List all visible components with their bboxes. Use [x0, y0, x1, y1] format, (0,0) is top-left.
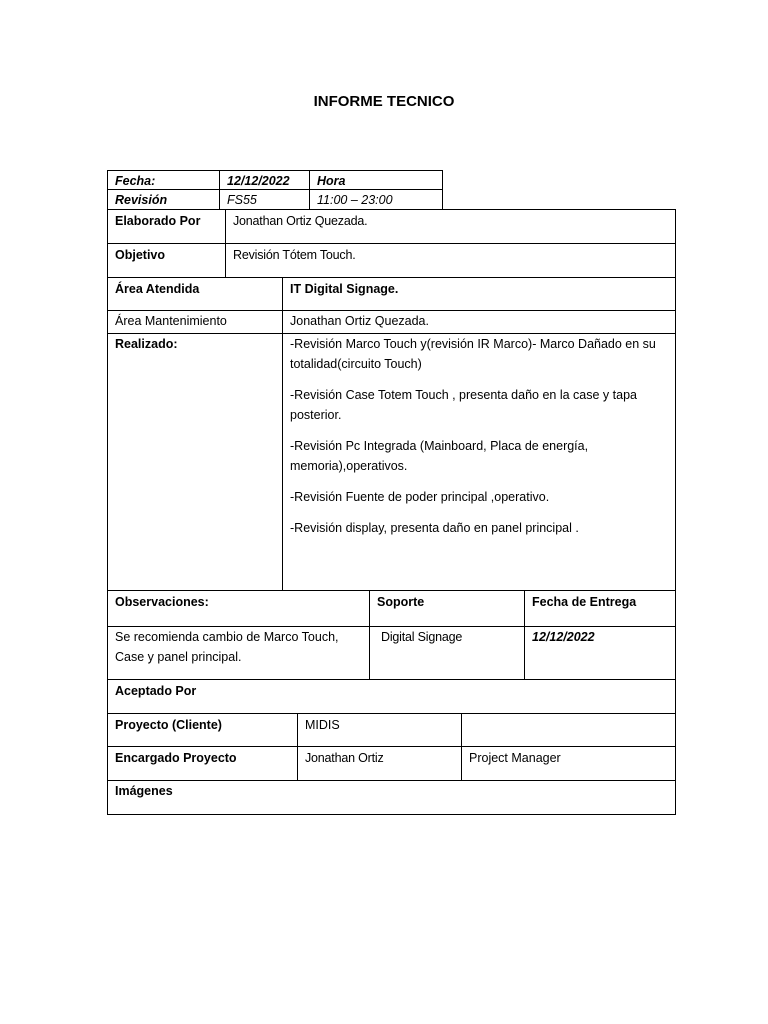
elaborado-label: Elaborado Por: [107, 209, 226, 244]
fecha-label: Fecha:: [107, 170, 220, 190]
realizado-item: -Revisión Fuente de poder principal ,operativo.: [290, 490, 550, 504]
soporte-label: Soporte: [369, 590, 525, 627]
fecha-entrega-value: 12/12/2022: [524, 626, 676, 680]
revision-value: FS55: [219, 189, 310, 210]
realizado-item: -Revisión Case Totem Touch , presenta daño en la case y tapa posterior.: [290, 388, 637, 422]
objetivo-label: Objetivo: [107, 243, 226, 278]
proyecto-value: MIDIS: [297, 713, 462, 747]
objetivo-value: Revisión Tótem Touch.: [225, 243, 676, 278]
observaciones-label: Observaciones:: [107, 590, 370, 627]
soporte-value: Digital Signage: [369, 626, 525, 680]
encargado-label: Encargado Proyecto: [107, 746, 298, 781]
area-mantenimiento-value: Jonathan Ortiz Quezada.: [282, 310, 676, 334]
document-title: INFORME TECNICO: [313, 93, 455, 110]
area-atendida-value: IT Digital Signage.: [282, 277, 676, 311]
hora-value: 11:00 – 23:00: [309, 189, 443, 210]
realizado-list: [282, 333, 676, 591]
fecha-entrega-label: Fecha de Entrega: [524, 590, 676, 627]
proyecto-label: Proyecto (Cliente): [107, 713, 298, 747]
aceptado-label: Aceptado Por: [107, 679, 676, 714]
proyecto-extra: [461, 713, 676, 747]
fecha-value: 12/12/2022: [219, 170, 310, 190]
revision-label: Revisión: [107, 189, 220, 210]
realizado-item: -Revisión Marco Touch y(revisión IR Marco)- Marco Dañado en su totalidad(circuito Touch): [290, 337, 656, 371]
encargado-role: Project Manager: [461, 746, 676, 781]
imagenes-label: Imágenes: [107, 780, 676, 815]
realizado-item: -Revisión Pc Integrada (Mainboard, Placa de energía, memoria),operativos.: [290, 439, 589, 473]
elaborado-value: Jonathan Ortiz Quezada.: [225, 209, 676, 244]
observaciones-text: Se recomienda cambio de Marco Touch, Case y panel principal.: [107, 626, 370, 680]
area-mantenimiento-label: Área Mantenimiento: [107, 310, 283, 334]
realizado-item: -Revisión display, presenta daño en panel principal .: [290, 521, 579, 535]
area-atendida-label: Área Atendida: [107, 277, 283, 311]
hora-label: Hora: [309, 170, 443, 190]
encargado-value: Jonathan Ortiz: [297, 746, 462, 781]
realizado-label: Realizado:: [107, 333, 283, 591]
